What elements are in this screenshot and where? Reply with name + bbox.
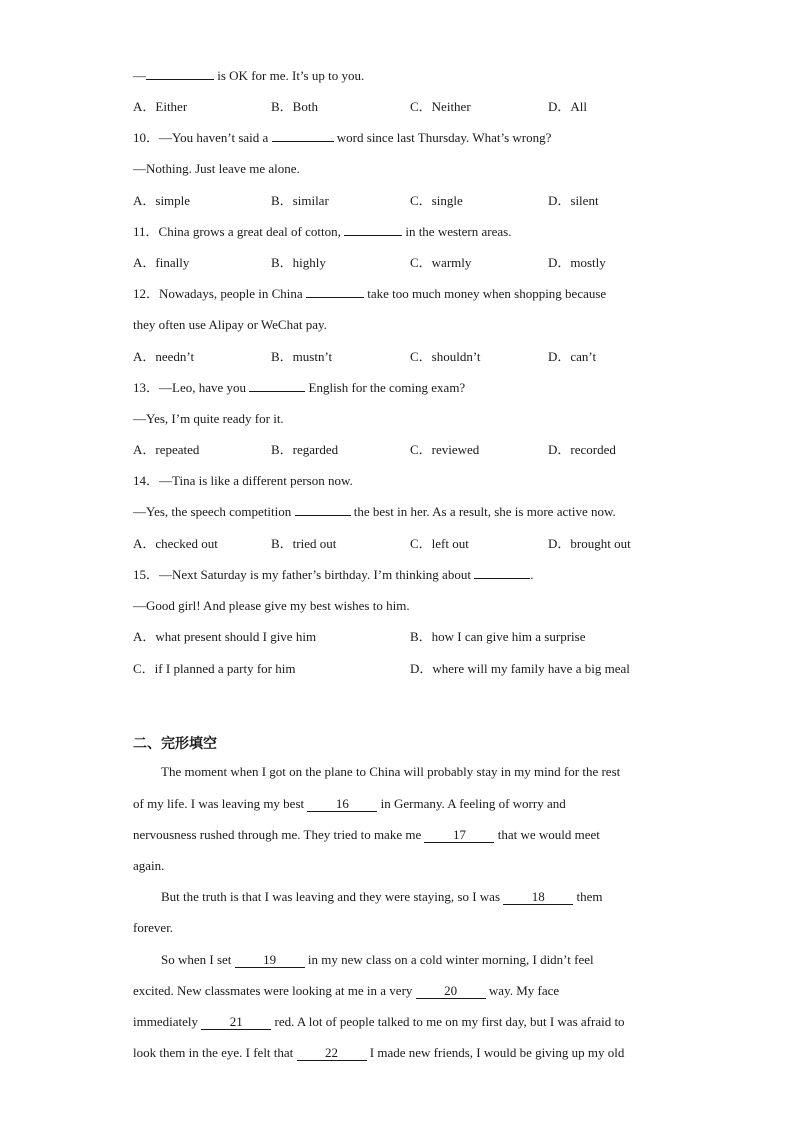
answer-blank	[272, 130, 334, 142]
q10-option-b[interactable]: B．similar	[271, 193, 329, 208]
cloze-p3-line2	[133, 983, 559, 999]
answer-blank	[249, 380, 305, 392]
cloze-text: in my new class on a cold winter morning, I didn’t feel	[304, 952, 594, 967]
q9-option-a[interactable]: A．Either	[133, 99, 188, 114]
q12-continuation: they often use Alipay or WeChat pay.	[133, 317, 327, 332]
cloze-text: excited. New classmates were looking at me in a very	[133, 983, 416, 998]
section-title: 二、完形填空	[133, 736, 217, 752]
q13-option-d[interactable]: D．recorded	[548, 442, 616, 457]
q9-line-pre: —	[133, 68, 146, 83]
cloze-p2-line2: forever.	[133, 920, 174, 935]
cloze-text: red. A lot of people talked to me on my first day, but I was afraid to	[271, 1014, 625, 1029]
q11-option-d[interactable]: D．mostly	[548, 255, 606, 270]
answer-blank	[474, 567, 530, 579]
q10-option-c[interactable]: C．single	[410, 193, 463, 208]
q13-stem-post: English for the coming exam?	[305, 380, 466, 395]
q15-option-b[interactable]: B．how I can give him a surprise	[410, 629, 586, 644]
q14-reply-pre: —Yes, the speech competition	[133, 504, 295, 519]
q13-option-b[interactable]: B．regarded	[271, 442, 339, 457]
q12-stem-post: take too much money when shopping because	[363, 286, 607, 301]
q13-option-a[interactable]: A．repeated	[133, 442, 200, 457]
q12-option-c[interactable]: C．shouldn’t	[410, 349, 481, 364]
q13-stem-pre: 13．—Leo, have you	[133, 380, 250, 395]
answer-blank	[306, 286, 364, 298]
cloze-blank-22[interactable]: 22	[297, 1046, 367, 1061]
cloze-blank-19[interactable]: 19	[235, 953, 305, 968]
q9-option-c[interactable]: C．Neither	[410, 99, 471, 114]
q11-stem	[133, 224, 511, 240]
cloze-text: immediately	[133, 1014, 202, 1029]
q14-option-b[interactable]: B．tried out	[271, 536, 337, 551]
q10-option-a[interactable]: A．simple	[133, 193, 191, 208]
q14-option-d[interactable]: D．brought out	[548, 536, 631, 551]
q11-stem-pre: 11．China grows a great deal of cotton,	[133, 224, 345, 239]
cloze-text: them	[573, 889, 603, 904]
cloze-text: look them in the eye. I felt that	[133, 1045, 297, 1060]
cloze-p1-line4: again.	[133, 858, 165, 873]
q14-stem: 14．—Tina is like a different person now.	[133, 473, 353, 488]
cloze-text: of my life. I was leaving my best	[133, 796, 308, 811]
q15-option-d[interactable]: D．where will my family have a big meal	[410, 661, 630, 676]
q9-option-b[interactable]: B．Both	[271, 99, 318, 114]
cloze-p1-line2	[133, 796, 566, 812]
q12-stem	[133, 286, 606, 302]
q13-reply: —Yes, I’m quite ready for it.	[133, 411, 284, 426]
cloze-blank-20[interactable]: 20	[416, 984, 486, 999]
q9-line	[133, 68, 364, 84]
cloze-text: But the truth is that I was leaving and they were staying, so I was	[161, 889, 504, 904]
cloze-blank-18[interactable]: 18	[503, 890, 573, 905]
q15-option-a[interactable]: A．what present should I give him	[133, 629, 317, 644]
q12-option-a[interactable]: A．needn’t	[133, 349, 195, 364]
q15-stem-post: .	[530, 567, 534, 582]
cloze-p3-line3	[133, 1014, 625, 1030]
q15-stem	[133, 567, 533, 583]
q11-option-c[interactable]: C．warmly	[410, 255, 472, 270]
cloze-p1-line3	[133, 827, 600, 843]
q10-option-d[interactable]: D．silent	[548, 193, 599, 208]
answer-blank	[295, 504, 351, 516]
cloze-blank-16[interactable]: 16	[307, 797, 377, 812]
answer-blank	[344, 224, 402, 236]
q10-stem	[133, 130, 551, 146]
q9-line-post: is OK for me. It’s up to you.	[214, 68, 365, 83]
cloze-text: nervousness rushed through me. They tried to make me	[133, 827, 425, 842]
q13-option-c[interactable]: C．reviewed	[410, 442, 480, 457]
q10-stem-pre: 10．—You haven’t said a	[133, 130, 272, 145]
q11-stem-post: in the western areas.	[402, 224, 512, 239]
q15-stem-pre: 15．—Next Saturday is my father’s birthday. I’m thinking about	[133, 567, 475, 582]
cloze-text: I made new friends, I would be giving up my old	[366, 1045, 625, 1060]
q10-stem-post: word since last Thursday. What’s wrong?	[333, 130, 552, 145]
cloze-text: So when I set	[161, 952, 235, 967]
cloze-p2-line1	[161, 889, 603, 905]
q12-stem-pre: 12．Nowadays, people in China	[133, 286, 306, 301]
q14-reply-post: the best in her. As a result, she is more active now.	[350, 504, 616, 519]
q15-option-c[interactable]: C．if I planned a party for him	[133, 661, 296, 676]
answer-blank	[146, 68, 214, 80]
q11-option-a[interactable]: A．finally	[133, 255, 190, 270]
q11-option-b[interactable]: B．highly	[271, 255, 326, 270]
q14-option-a[interactable]: A．checked out	[133, 536, 218, 551]
q14-reply	[133, 504, 616, 520]
cloze-text: that we would meet	[494, 827, 600, 842]
cloze-text: way. My face	[485, 983, 560, 998]
q14-option-c[interactable]: C．left out	[410, 536, 469, 551]
q12-option-b[interactable]: B．mustn’t	[271, 349, 333, 364]
cloze-blank-17[interactable]: 17	[424, 828, 494, 843]
q12-option-d[interactable]: D．can’t	[548, 349, 597, 364]
cloze-p3-line1	[161, 952, 594, 968]
cloze-p1-line1: The moment when I got on the plane to China will probably stay in my mind for the rest	[161, 764, 621, 779]
q10-reply: —Nothing. Just leave me alone.	[133, 161, 300, 176]
cloze-text: in Germany. A feeling of worry and	[377, 796, 566, 811]
cloze-p3-line4	[133, 1045, 624, 1061]
q13-stem	[133, 380, 465, 396]
q15-reply: —Good girl! And please give my best wishes to him.	[133, 598, 410, 613]
cloze-blank-21[interactable]: 21	[201, 1015, 271, 1030]
q9-option-d[interactable]: D．All	[548, 99, 588, 114]
